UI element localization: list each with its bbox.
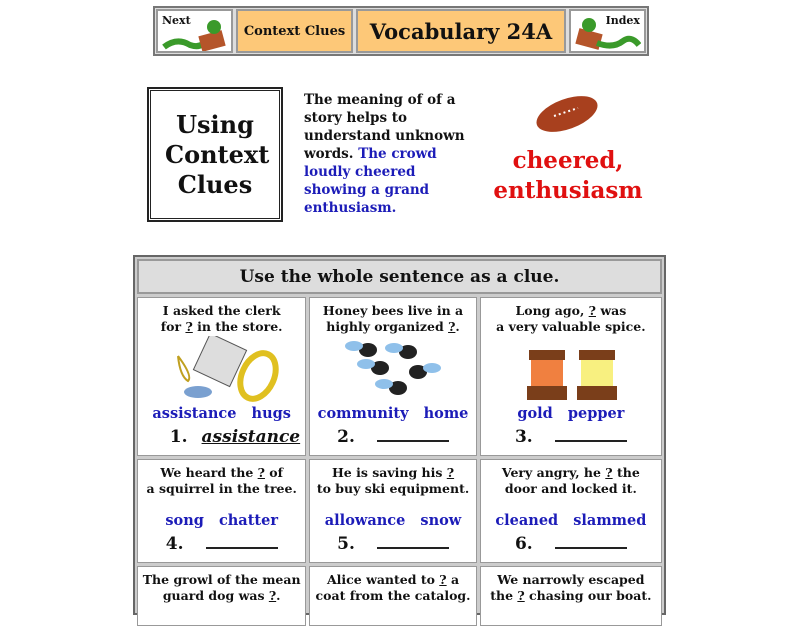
exercise-cell-9: We narrowly escaped the ? chasing our boat. [480, 566, 662, 626]
context-clues-link[interactable]: Context Clues [236, 9, 353, 53]
intro-definition: The meaning of of a story helps to understand unknown words. [304, 92, 465, 162]
exercise-cell-6: Very angry, he ? the door and locked it. cleaned slammed 6. [480, 459, 662, 563]
exercise-cell-8: Alice wanted to ? a coat from the catalog. [309, 566, 476, 626]
answer-field-4[interactable] [206, 547, 278, 549]
bees-icon [310, 336, 478, 402]
intro-text [304, 91, 474, 217]
lesson-title-box [148, 88, 282, 221]
index-label: Index [605, 14, 640, 27]
answer-field-5[interactable] [377, 547, 449, 549]
salt-pepper-icon [481, 336, 664, 402]
exercise-cell-1: I asked the clerk for ? in the store. assistance hugs 1. assistance [137, 297, 306, 456]
answer-field-2[interactable] [377, 440, 449, 442]
football-icon [534, 92, 600, 136]
next-label: Next [162, 14, 191, 27]
intro-example: The crowd loudly cheered showing a grand enthusiasm. [304, 146, 437, 216]
answer-field-6[interactable] [555, 547, 627, 549]
bookworm-icon [162, 19, 230, 51]
exercise-cell-5: He is saving his ? to buy ski equipment. allowance snow 5. [309, 459, 476, 563]
exercise-cell-4: We heard the ? of a squirrel in the tree. song chatter 4. [137, 459, 306, 563]
answer-field-1[interactable]: assistance [201, 427, 301, 447]
jewelry-icon [138, 336, 308, 402]
grid-header: Use the whole sentence as a clue. [137, 259, 662, 294]
bookworm-icon [573, 17, 641, 51]
answer-field-3[interactable] [555, 440, 627, 442]
exercise-cell-2: Honey bees live in a highly organized ?. community home 2. [309, 297, 476, 456]
nav-bar [153, 6, 649, 56]
exercise-cell-7: The growl of the mean guard dog was ?. [137, 566, 306, 626]
index-button[interactable] [569, 9, 646, 53]
next-button[interactable] [156, 9, 233, 53]
exercise-grid [133, 255, 666, 615]
exercise-cell-3: Long ago, ? was a very valuable spice. gold pepper 3. [480, 297, 662, 456]
example-answer: cheered, enthusiasm [493, 147, 643, 204]
page-title: Vocabulary 24A [356, 9, 566, 53]
lesson-title: Using Context Clues [165, 109, 270, 199]
